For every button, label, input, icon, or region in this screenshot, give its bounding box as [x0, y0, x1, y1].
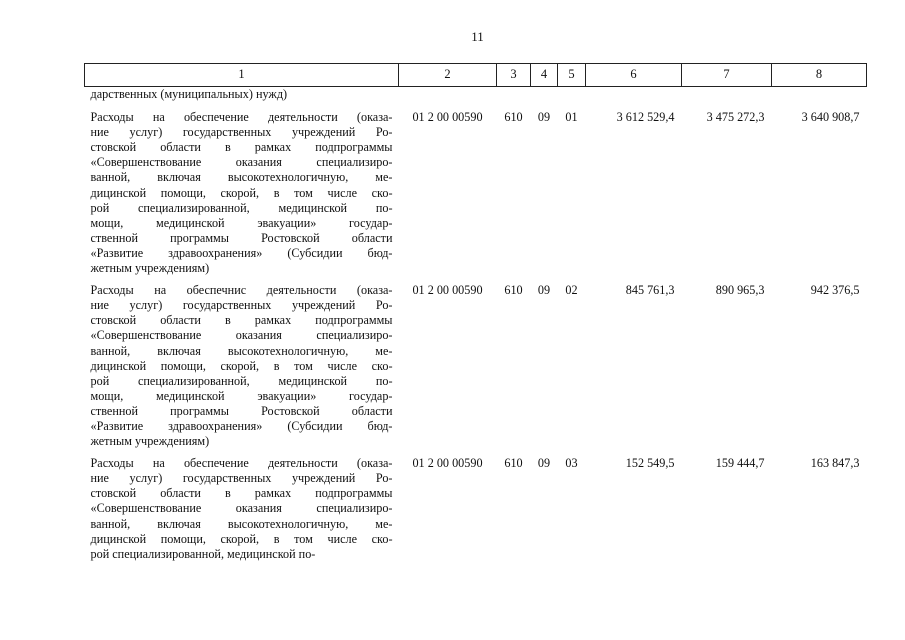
description-line: «Совершенствование оказания специализиро- [90, 155, 393, 170]
amount-year-2: 3 475 272,3 [706, 110, 765, 125]
subsection-code: 03 [565, 456, 578, 471]
description-line: Расходы на обеспечнис деятельности (оказа- [90, 283, 393, 298]
expense-type-code: 610 [504, 456, 523, 471]
amount-year-3: 3 640 908,7 [801, 110, 860, 125]
table-row [85, 105, 867, 278]
amount-year-1: 845 761,3 [625, 283, 675, 298]
subsection-code: 01 [565, 110, 578, 125]
description-line: дицинской помощи, скорой, в том числе ско- [90, 531, 393, 546]
description-line: рой специализированной, медицинской по- [90, 373, 393, 388]
target-article-code: 01 2 00 00590 [412, 283, 483, 298]
header-col-2: 2 [399, 64, 497, 87]
subsection-code: 02 [565, 283, 578, 298]
header-col-3: 3 [497, 64, 531, 87]
description-line: стовской области в рамках подпрограммы [90, 486, 393, 501]
description-line: «Развитие здравоохранения» (Субсидии бюд- [90, 245, 393, 260]
row-description [85, 451, 399, 564]
description-line: рой специализированной, медицинской по- [90, 546, 316, 561]
amount-year-1: 152 549,5 [625, 456, 675, 471]
amount-year-3: 163 847,3 [810, 456, 860, 471]
amount-year-2: 159 444,7 [715, 456, 765, 471]
description-line: ственной программы Ростовской области [90, 403, 393, 418]
description-line: «Развитие здравоохранения» (Субсидии бюд- [90, 418, 393, 433]
description-line: ванной, включая высокотехнологичную, ме- [90, 343, 393, 358]
header-col-5: 5 [558, 64, 586, 87]
table-row [85, 278, 867, 451]
continuation-text: дарственных (муниципальных) нужд) [90, 87, 288, 101]
amount-year-3: 942 376,5 [810, 283, 860, 298]
description-line: ванной, включая высокотехнологичную, ме- [90, 170, 393, 185]
continuation-row [85, 87, 867, 106]
description-line: жетным учреждениям) [90, 261, 210, 276]
description-line: ние услуг) государственных учреждений Ро- [90, 125, 393, 140]
section-code: 09 [537, 283, 551, 298]
header-col-4: 4 [531, 64, 558, 87]
description-line: дицинской помощи, скорой, в том числе ско- [90, 358, 393, 373]
page-number: 11 [471, 29, 484, 44]
budget-table [84, 63, 867, 564]
description-line: ние услуг) государственных учреждений Ро- [90, 471, 393, 486]
description-line: «Совершенствование оказания специализиро- [90, 328, 393, 343]
expense-type-code: 610 [504, 110, 523, 125]
amount-year-2: 890 965,3 [715, 283, 765, 298]
table-row [85, 451, 867, 564]
description-line: мощи, медицинской эвакуации» государ- [90, 388, 393, 403]
description-line: «Совершенствование оказания специализиро- [90, 501, 393, 516]
description-line: жетным учреждениям) [90, 434, 210, 449]
description-line: Расходы на обеспечение деятельности (оказа- [90, 456, 393, 471]
description-line: ственной программы Ростовской области [90, 230, 393, 245]
description-line: ванной, включая высокотехнологичную, ме- [90, 516, 393, 531]
header-col-1: 1 [85, 64, 399, 87]
target-article-code: 01 2 00 00590 [412, 110, 483, 125]
section-code: 09 [537, 456, 551, 471]
description-line: дицинской помощи, скорой, в том числе ско- [90, 185, 393, 200]
row-description [85, 278, 399, 451]
header-col-7: 7 [682, 64, 772, 87]
description-line: ние услуг) государственных учреждений Ро- [90, 298, 393, 313]
description-line: стовской области в рамках подпрограммы [90, 313, 393, 328]
header-col-6: 6 [586, 64, 682, 87]
header-col-8: 8 [772, 64, 867, 87]
expense-type-code: 610 [504, 283, 523, 298]
header-row [85, 64, 867, 87]
description-line: стовской области в рамках подпрограммы [90, 140, 393, 155]
row-description [85, 105, 399, 278]
description-line: Расходы на обеспечение деятельности (оказа- [90, 110, 393, 125]
description-line: мощи, медицинской эвакуации» государ- [90, 215, 393, 230]
target-article-code: 01 2 00 00590 [412, 456, 483, 471]
amount-year-1: 3 612 529,4 [616, 110, 675, 125]
section-code: 09 [537, 110, 551, 125]
description-line: рой специализированной, медицинской по- [90, 200, 393, 215]
